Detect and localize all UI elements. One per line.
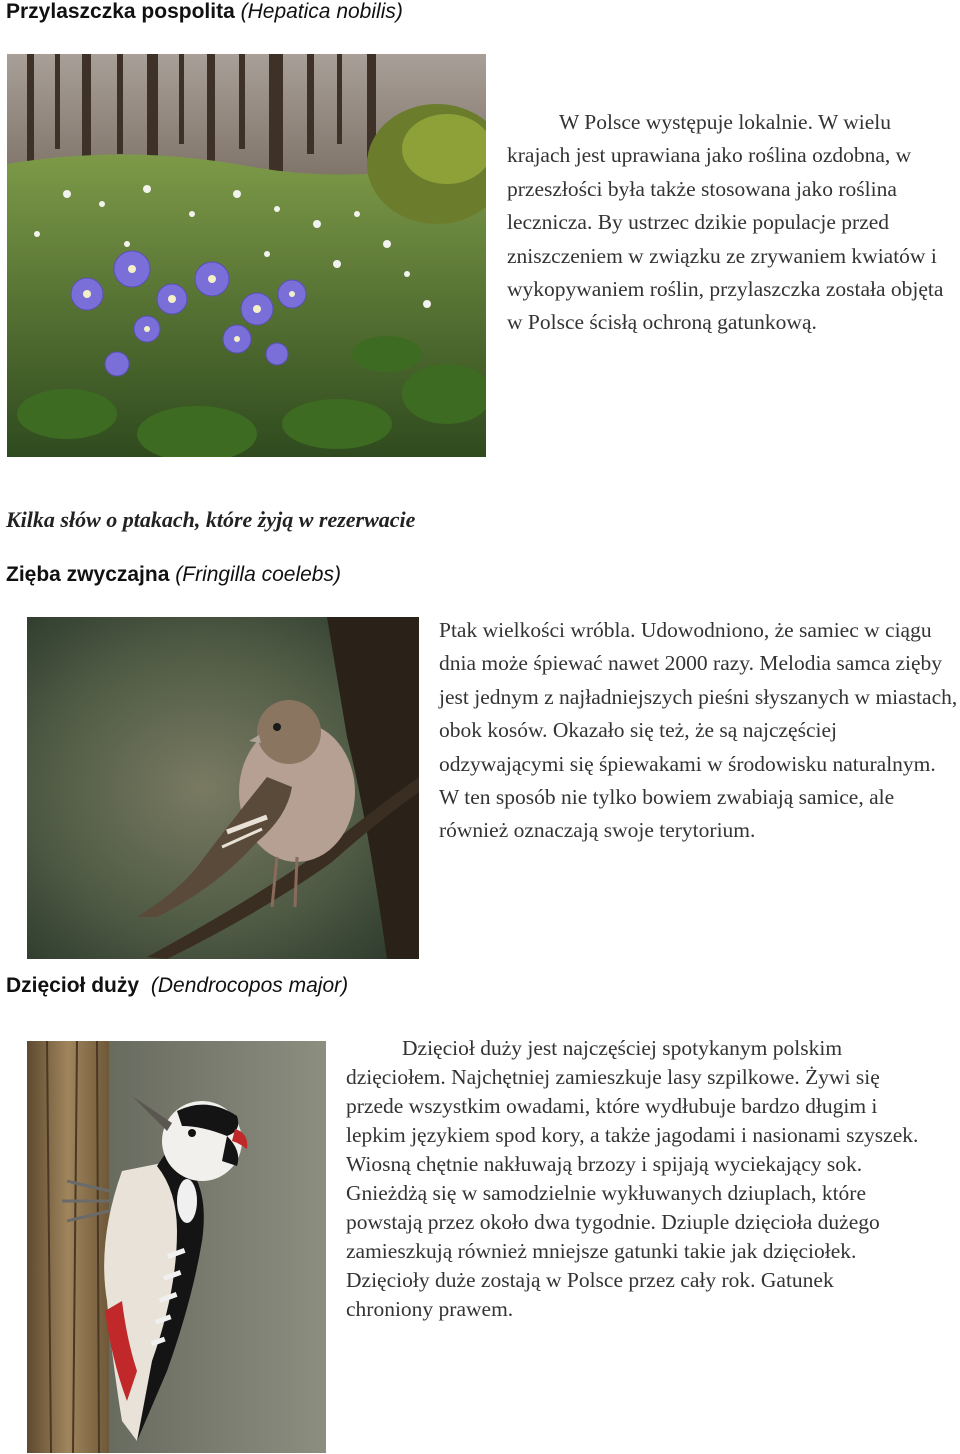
hepatica-description: W Polsce występuje lokalnie. W wielu krajach jest uprawiana jako roślina ozdobna, w przeszłości była także stosowana jako roślina lecznicza. By ustrzec dzikie populacje przed zniszczeniem w związku ze zrywaniem kwiatów i wykopywaniem roślin, przylaszczka została objęta w Polsce ścisłą ochroną gatunkową. bbox=[507, 110, 944, 335]
hepatica-latin-name: (Hepatica nobilis) bbox=[240, 0, 403, 23]
woodpecker-common-name: Dzięcioł duży bbox=[6, 974, 140, 997]
woodpecker-heading bbox=[6, 974, 348, 998]
woodpecker-photo bbox=[27, 1041, 326, 1453]
woodpecker-latin-name: (Dendrocopos major) bbox=[150, 974, 349, 997]
woodpecker-description: Dzięcioł duży jest najczęściej spotykanym polskim dzięciołem. Najchętniej zamieszkuje lasy szpilkowe. Żywi się przede wszystkim owadami, które wydłubuje bardzo długim i lepkim językiem spod kory, a także jagodami i nasionami szyszek. Wiosną chętnie nakłuwają brzozy i spijają wyciekający sok. Gnieżdżą się w samodzielnie wykłuwanych dziuplach, które powstają przez około dwa tygodnie. Dziuple dzięcioła dużego zamieszkują również mniejsze gatunki takie jak dzięciołek. Dzięcioły duże zostają w Polsce przez cały rok. Gatunek chroniony prawem. bbox=[346, 1036, 919, 1321]
hepatica-photo bbox=[7, 54, 486, 457]
birds-section-title: Kilka słów o ptakach, które żyją w rezerwacie bbox=[6, 507, 416, 532]
chaffinch-latin-name: (Fringilla coelebs) bbox=[175, 563, 341, 586]
chaffinch-photo bbox=[27, 617, 419, 959]
chaffinch-description: Ptak wielkości wróbla. Udowodniono, że samiec w ciągu dnia może śpiewać nawet 2000 razy. Melodia samca zięby jest jednym z najładniejszych pieśni słyszanych w miastach, obok kosów. Okazało się też, że są najczęściej odzywającymi się śpiewakami w środowisku naturalnym. W ten sposób nie tylko bowiem zwabiają samice, ale również oznaczają swoje terytorium. bbox=[439, 618, 958, 843]
hepatica-common-name: Przylaszczka pospolita bbox=[6, 0, 235, 23]
hepatica-heading bbox=[6, 0, 403, 24]
chaffinch-common-name: Zięba zwyczajna bbox=[6, 563, 170, 586]
chaffinch-heading bbox=[6, 563, 341, 587]
